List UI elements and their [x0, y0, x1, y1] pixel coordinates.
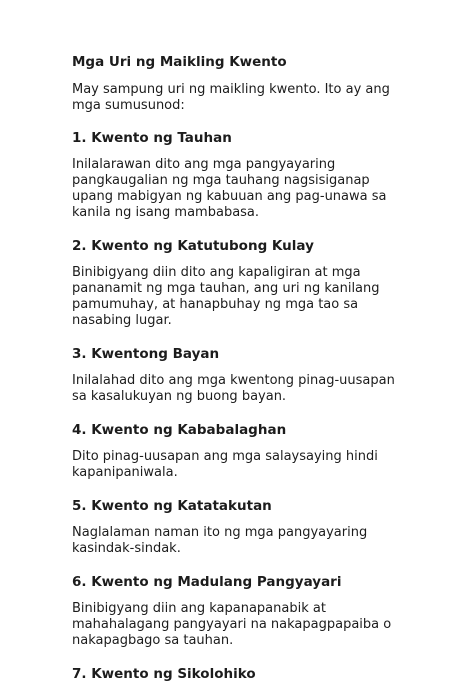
section-heading: 1. Kwento ng Tauhan: [72, 130, 232, 146]
section-2: [72, 238, 412, 329]
section-body: Naglalaman naman ito ng mga pangyayaring kasindak-sindak.: [72, 525, 368, 556]
section-6: [72, 574, 412, 649]
section-heading: 4. Kwento ng Kababalaghan: [72, 422, 287, 438]
document-title: Mga Uri ng Maikling Kwento: [72, 54, 287, 70]
section-3: [72, 346, 412, 405]
section-body: Inilalarawan dito ang mga pangyayaring pangkaugalian ng mga tauhang nagsisiganap upang mabigyan ng kabuuan ang pag-unawa sa kanila ng isang mambabasa.: [72, 157, 387, 220]
section-heading: 2. Kwento ng Katutubong Kulay: [72, 238, 314, 254]
section-body: Inilalahad dito ang mga kwentong pinag-uusapan sa kasalukuyan ng buong bayan.: [72, 373, 395, 404]
section-heading: 7. Kwento ng Sikolohiko: [72, 666, 256, 682]
section-4: [72, 422, 412, 481]
section-body: Binibigyang diin dito ang kapaligiran at mga pananamit ng mga tauhan, ang uri ng kanilang pamumuhay, at hanapbuhay ng mga tao sa nasabing lugar.: [72, 265, 380, 328]
section-5: [72, 498, 412, 557]
section-heading: 6. Kwento ng Madulang Pangyayari: [72, 574, 342, 590]
intro-paragraph: May sampung uri ng maikling kwento. Ito ay ang mga sumusunod:: [72, 82, 390, 113]
section-heading: 3. Kwentong Bayan: [72, 346, 220, 362]
section-body: Binibigyang diin ang kapanapanabik at mahahalagang pangyayari na nakapagpapaiba o nakapagbago sa tauhan.: [72, 601, 392, 648]
section-1: [72, 130, 412, 221]
section-body: Dito pinag-uusapan ang mga salaysaying hindi kapanipaniwala.: [72, 449, 378, 480]
section-7: [72, 666, 412, 683]
document-page: [72, 54, 412, 693]
section-heading: 5. Kwento ng Katatakutan: [72, 498, 272, 514]
